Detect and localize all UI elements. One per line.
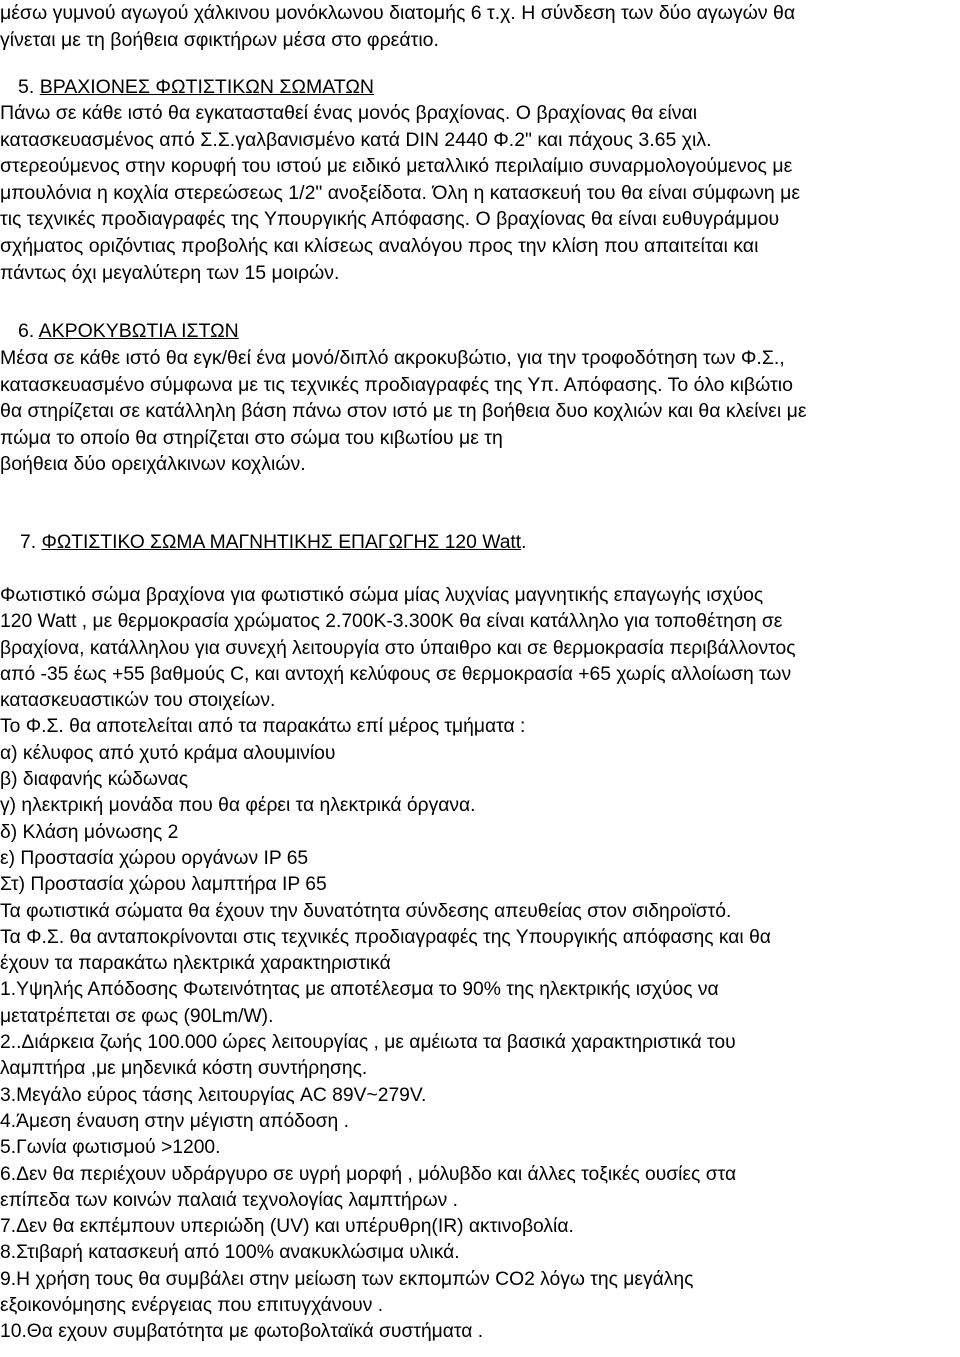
intro-paragraph — [0, 0, 960, 53]
text-line: Φωτιστικό σώμα βραχίονα για φωτιστικό σώμα μίας λυχνίας μαγνητικής επαγωγής ισχύος — [0, 585, 764, 606]
text-line: Τα φωτιστικά σώματα θα έχουν την δυνατότητα σύνδεσης απευθείας στον σιδηροϊστό. — [0, 900, 732, 922]
list-item: 4.Άμεση έναυση στην μέγιστη απόδοση . — [0, 1110, 349, 1132]
list-item: εξοικονόμησης ενέργειας που επιτυγχάνουν . — [0, 1295, 384, 1317]
text-line: κατασκευαστικών του στοιχείων. — [0, 690, 276, 712]
text-line: πώμα το οποίο θα στηρίζεται στο σώμα του κιβωτίου με τη — [0, 426, 503, 449]
list-item: β) διαφανής κώδωνας — [0, 769, 189, 791]
text-line: Πάνω σε κάθε ιστό θα εγκατασταθεί ένας μονός βραχίονας. Ο βραχίονας θα είναι — [0, 102, 698, 124]
text-line: κατασκευασμένος από Σ.Σ.γαλβανισμένο κατά DIN 2440 Φ.2" και πάχους 3.65 χιλ. — [0, 128, 712, 151]
text-line: από -35 έως +55 βαθμούς C, και αντοχή κελύφους σε θερμοκρασία +65 χωρίς αλλοίωση των — [0, 663, 792, 685]
section-number: 5. — [18, 76, 35, 98]
list-item: 10.Θα εχουν συμβατότητα με φωτοβολταϊκά συστήματα . — [0, 1321, 484, 1343]
text-line: βραχίονα, κατάλληλου για συνεχή λειτουργία στο ύπαιθρο και σε θερμοκρασία περιβάλλοντος — [0, 637, 796, 659]
list-item: επίπεδα των κοινών παλαιά τεχνολογίας λαμπτήρων . — [0, 1189, 459, 1211]
text-line: θα στηρίζεται σε κατάλληλη βάση πάνω στον ιστό με τη βοήθεια δυο κοχλιών και θα κλείνει με — [0, 400, 807, 423]
list-item: 3.Μεγάλο εύρος τάσης λειτουργίας AC 89V~279V. — [0, 1084, 427, 1106]
text-line: Τα Φ.Σ. θα ανταποκρίνονται στις τεχνικές προδιαγραφές της Υπουργικής απόφασης και θα — [0, 926, 771, 948]
text-line: σχήματος οριζόντιας προβολής και κλίσεως αναλόγου προς την κλίση που απαιτείται και — [0, 234, 759, 257]
section-7-heading — [0, 530, 960, 556]
section-7-body — [0, 583, 960, 1346]
text-line: Μέσα σε κάθε ιστό θα εγκ/θεί ένα μονό/διπλό ακροκυβώτιο, για την τροφοδότηση των Φ.Σ., — [0, 347, 785, 369]
list-item: λαμπτήρα ,με μηδενικά κόστη συντήρησης. — [0, 1058, 368, 1080]
text-line: έχουν τα παρακάτω ηλεκτρικά χαρακτηριστικά — [0, 953, 391, 975]
text-line: βοήθεια δύο ορειχάλκινων κοχλιών. — [0, 453, 306, 476]
text-line: κατασκευασμένο σύμφωνα με τις τεχνικές προδιαγραφές της Υπ. Απόφασης. Το όλο κιβώτιο — [0, 373, 793, 396]
text-line: Το Φ.Σ. θα αποτελείται από τα παρακάτω επί μέρος τμήματα : — [0, 716, 526, 738]
list-item: 2..Διάρκεια ζωής 100.000 ώρες λειτουργίας , με αμέιωτα τα βασικά χαρακτηριστικά του — [0, 1032, 736, 1054]
section-5-body — [0, 100, 960, 286]
text-line: τις τεχνικές προδιαγραφές της Υπουργικής Απόφασης. Ο βραχίονας θα είναι ευθυγράμμου — [0, 208, 780, 231]
text-line: στερεούμενος στην κορυφή του ιστού με ειδικό μεταλλικό περιλαίμιο συναρμολογούμενος με — [0, 155, 793, 178]
text-line: μπουλόνια η κοχλία στερεώσεως 1/2" ανοξείδοτα. Όλη η κατασκευή του θα είναι σύμφωνη με — [0, 181, 801, 204]
section-title: ΒΡΑΧΙΟΝΕΣ ΦΩΤΙΣΤΙΚΩΝ ΣΩΜΑΤΩΝ — [39, 76, 374, 98]
text-line: γίνεται με τη βοήθεια σφικτήρων μέσα στο φρεάτιο. — [0, 28, 439, 51]
list-item: 5.Γωνία φωτισμού >1200. — [0, 1137, 221, 1159]
list-item: μετατρέπεται σε φως (90Lm/W). — [0, 1005, 274, 1027]
list-item: Στ) Προστασία χώρου λαμπτήρα IP 65 — [0, 874, 327, 896]
list-item: 9.Η χρήση τους θα συμβάλει στην μείωση των εκπομπών CO2 λόγω της μεγάλης — [0, 1268, 694, 1290]
text-line: 120 Watt , με θερμοκρασία χρώματος 2.700K-3.300K θα είναι κατάλληλο για τοποθέτηση σε — [0, 611, 783, 633]
section-title: ΦΩΤΙΣΤΙΚΟ ΣΩΜΑ ΜΑΓΝΗΤΙΚΗΣ ΕΠΑΓΩΓΗΣ 120 Watt — [41, 532, 522, 553]
list-item: 1.Υψηλής Απόδοσης Φωτεινότητας με αποτέλεσμα το 90% της ηλεκτρικής ισχύος να — [0, 979, 719, 1001]
list-item: 7.Δεν θα εκπέμπουν υπεριώδη (UV) και υπέρυθρη(IR) ακτινοβολία. — [0, 1216, 574, 1238]
section-6-body — [0, 345, 960, 478]
section-title: ΑΚΡΟΚΥΒΩΤΙΑ ΙΣΤΩΝ — [38, 320, 239, 342]
list-item: 6.Δεν θα περιέχουν υδράργυρο σε υγρή μορφή , μόλυβδο και άλλες τοξικές ουσίες στα — [0, 1163, 737, 1185]
list-item: α) κέλυφος από χυτό κράμα αλουμινίου — [0, 742, 336, 764]
section-number: 6. — [18, 320, 35, 342]
list-item: 8.Στιβαρή κατασκευή από 100% ανακυκλώσιμα υλικά. — [0, 1242, 460, 1264]
section-number: 7. — [20, 532, 37, 553]
list-item: δ) Κλάση μόνωσης 2 — [0, 821, 179, 843]
section-title-suffix: . — [521, 532, 527, 553]
list-item: ε) Προστασία χώρου οργάνων IP 65 — [0, 847, 309, 869]
text-line: μέσω γυμνού αγωγού χάλκινου μονόκλωνου διατομής 6 τ.χ. Η σύνδεση των δύο αγωγών θα — [0, 2, 796, 24]
section-6-heading — [0, 318, 960, 345]
list-item: γ) ηλεκτρική μονάδα που θα φέρει τα ηλεκτρικά όργανα. — [0, 795, 476, 817]
section-5-heading — [0, 74, 960, 101]
text-line: πάντως όχι μεγαλύτερη των 15 μοιρών. — [0, 261, 340, 284]
